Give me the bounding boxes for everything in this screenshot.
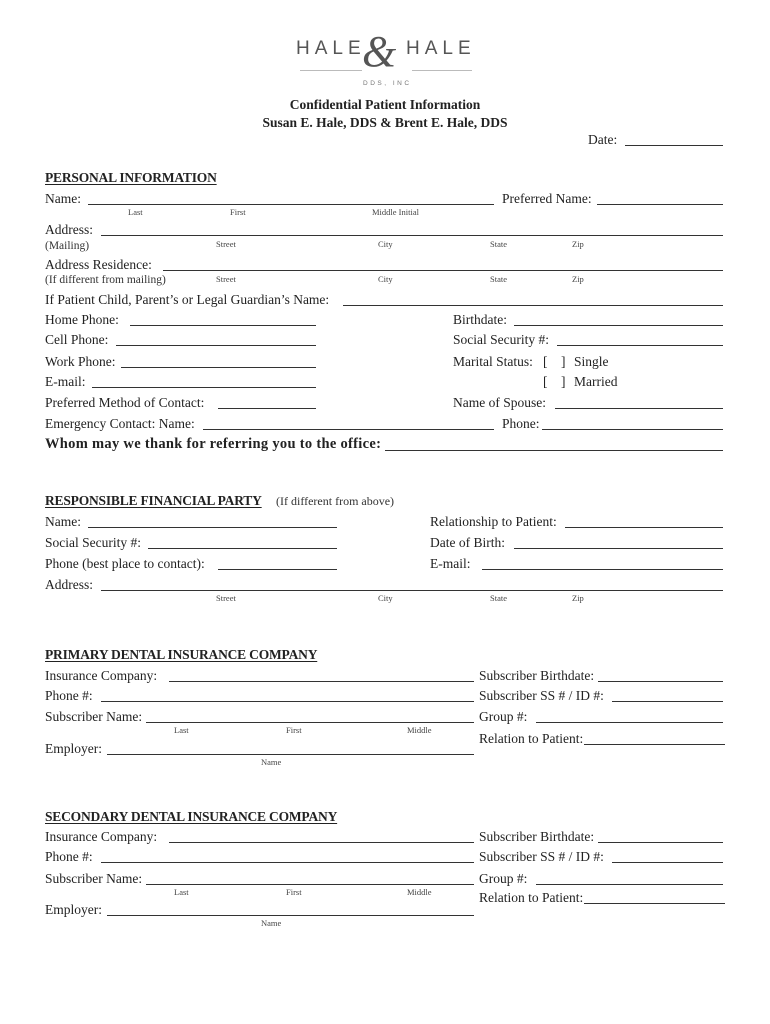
sec-relation-label: Relation to Patient:: [479, 890, 584, 905]
address-sub-street: Street: [216, 239, 236, 249]
name-sub-middle-initial: Middle Initial: [372, 207, 419, 217]
residence-sub-city: City: [378, 274, 393, 284]
address-sub-city: City: [378, 239, 393, 249]
pri-company-field[interactable]: [169, 681, 474, 682]
logo-rule-left: [300, 70, 362, 71]
sec-sub-name-field[interactable]: [146, 884, 474, 885]
fin-ssn-label: Social Security #:: [45, 535, 141, 550]
residence-note: (If different from mailing): [45, 274, 166, 286]
guardian-field[interactable]: [343, 305, 723, 306]
financial-heading: RESPONSIBLE FINANCIAL PARTY: [45, 493, 262, 508]
sec-sub-first: First: [286, 887, 302, 897]
work-phone-label: Work Phone:: [45, 354, 116, 369]
preferred-name-field[interactable]: [597, 204, 723, 205]
fin-ssn-field[interactable]: [148, 548, 337, 549]
married-option-label: Married: [574, 374, 618, 389]
single-option-label: Single: [574, 354, 609, 369]
emergency-phone-label: Phone:: [502, 416, 540, 431]
pri-sub-name-label: Subscriber Name:: [45, 709, 143, 724]
name-label: Name:: [45, 191, 81, 206]
sec-sub-birthdate-label: Subscriber Birthdate:: [479, 829, 595, 844]
pri-sub-name-field[interactable]: [146, 722, 474, 723]
sec-sub-ssn-label: Subscriber SS # / ID #:: [479, 849, 604, 864]
sec-sub-name-label: Subscriber Name:: [45, 871, 143, 886]
sec-group-label: Group #:: [479, 871, 528, 886]
sec-employer-label: Employer:: [45, 902, 102, 917]
fin-relationship-field[interactable]: [565, 527, 723, 528]
sec-phone-label: Phone #:: [45, 849, 93, 864]
marital-label: Marital Status:: [453, 354, 533, 369]
sec-sub-last: Last: [174, 887, 189, 897]
contact-method-field[interactable]: [218, 408, 316, 409]
fin-address-field[interactable]: [101, 590, 723, 591]
sec-group-field[interactable]: [536, 884, 723, 885]
pri-sub-birthdate-label: Subscriber Birthdate:: [479, 668, 595, 683]
emergency-label: Emergency Contact: Name:: [45, 416, 195, 431]
sec-employer-field[interactable]: [107, 915, 474, 916]
fin-relationship-label: Relationship to Patient:: [430, 514, 557, 529]
work-phone-field[interactable]: [121, 367, 316, 368]
logo-ampersand: &: [362, 27, 397, 76]
preferred-name-label: Preferred Name:: [502, 191, 592, 206]
birthdate-label: Birthdate:: [453, 312, 507, 327]
home-phone-label: Home Phone:: [45, 312, 119, 327]
name-sub-first: First: [230, 207, 246, 217]
pri-sub-first: First: [286, 725, 302, 735]
address-sub-zip: Zip: [572, 239, 584, 249]
secondary-heading: SECONDARY DENTAL INSURANCE COMPANY: [45, 809, 338, 824]
married-checkbox[interactable]: [ ]: [543, 374, 566, 389]
date-field[interactable]: [625, 145, 723, 146]
residence-sub-zip: Zip: [572, 274, 584, 284]
email-field[interactable]: [92, 387, 316, 388]
spouse-label: Name of Spouse:: [453, 395, 546, 410]
pri-sub-birthdate-field[interactable]: [598, 681, 723, 682]
fin-address-label: Address:: [45, 577, 93, 592]
sec-company-field[interactable]: [169, 842, 474, 843]
emergency-name-field[interactable]: [203, 429, 494, 430]
referral-field[interactable]: [385, 450, 723, 451]
page-title: Confidential Patient Information: [289, 97, 481, 112]
cell-phone-field[interactable]: [116, 345, 316, 346]
pri-employer-field[interactable]: [107, 754, 474, 755]
pri-relation-field[interactable]: [584, 744, 725, 745]
pri-sub-ssn-field[interactable]: [612, 701, 723, 702]
residence-label: Address Residence:: [45, 257, 152, 272]
fin-email-field[interactable]: [482, 569, 723, 570]
address-label: Address:: [45, 222, 93, 237]
residence-sub-street: Street: [216, 274, 236, 284]
pri-phone-field[interactable]: [101, 701, 474, 702]
home-phone-field[interactable]: [130, 325, 316, 326]
pri-sub-middle: Middle: [407, 725, 432, 735]
fin-phone-label: Phone (best place to contact):: [45, 556, 205, 571]
fin-address-sub-street: Street: [216, 593, 236, 603]
email-label: E-mail:: [45, 374, 86, 389]
mailing-note: (Mailing): [45, 240, 90, 252]
sec-employer-sub-name: Name: [261, 918, 282, 928]
sec-phone-field[interactable]: [101, 862, 474, 863]
sec-company-label: Insurance Company:: [45, 829, 158, 844]
logo-word-right: HALE: [406, 38, 476, 59]
pri-phone-label: Phone #:: [45, 688, 93, 703]
address-field[interactable]: [101, 235, 723, 236]
cell-phone-label: Cell Phone:: [45, 332, 109, 347]
sec-relation-field[interactable]: [584, 903, 725, 904]
pri-sub-ssn-label: Subscriber SS # / ID #:: [479, 688, 604, 703]
pri-relation-label: Relation to Patient:: [479, 731, 584, 746]
fin-address-sub-city: City: [378, 593, 393, 603]
sec-sub-ssn-field[interactable]: [612, 862, 723, 863]
residence-sub-state: State: [490, 274, 507, 284]
sec-sub-middle: Middle: [407, 887, 432, 897]
birthdate-field[interactable]: [514, 325, 723, 326]
residence-field[interactable]: [163, 270, 723, 271]
ssn-label: Social Security #:: [453, 332, 549, 347]
logo-subtitle: DDS, INC: [363, 80, 412, 87]
fin-email-label: E-mail:: [430, 556, 471, 571]
guardian-label: If Patient Child, Parent’s or Legal Guardian’s Name:: [45, 292, 330, 307]
fin-phone-field[interactable]: [218, 569, 337, 570]
personal-heading: PERSONAL INFORMATION: [45, 170, 217, 185]
address-sub-state: State: [490, 239, 507, 249]
date-label: Date:: [588, 132, 618, 147]
emergency-phone-field[interactable]: [542, 429, 723, 430]
fin-name-field[interactable]: [88, 527, 337, 528]
pri-group-field[interactable]: [536, 722, 723, 723]
name-sub-last: Last: [128, 207, 143, 217]
pri-employer-sub-name: Name: [261, 757, 282, 767]
name-field[interactable]: [88, 204, 494, 205]
logo-rule-right: [412, 70, 472, 71]
fin-dob-field[interactable]: [514, 548, 723, 549]
spouse-field[interactable]: [555, 408, 723, 409]
fin-address-sub-state: State: [490, 593, 507, 603]
single-checkbox[interactable]: [ ]: [543, 354, 566, 369]
contact-method-label: Preferred Method of Contact:: [45, 395, 205, 410]
sec-sub-birthdate-field[interactable]: [598, 842, 723, 843]
fin-address-sub-zip: Zip: [572, 593, 584, 603]
logo-word-left: HALE: [296, 38, 366, 59]
ssn-field[interactable]: [557, 345, 723, 346]
pri-sub-last: Last: [174, 725, 189, 735]
doctors-line: Susan E. Hale, DDS & Brent E. Hale, DDS: [262, 115, 508, 130]
financial-heading-note: (If different from above): [276, 494, 395, 508]
pri-employer-label: Employer:: [45, 741, 102, 756]
referral-label: Whom may we thank for referring you to the office:: [45, 436, 382, 452]
fin-dob-label: Date of Birth:: [430, 535, 505, 550]
fin-name-label: Name:: [45, 514, 81, 529]
primary-heading: PRIMARY DENTAL INSURANCE COMPANY: [45, 647, 318, 662]
pri-company-label: Insurance Company:: [45, 668, 158, 683]
pri-group-label: Group #:: [479, 709, 528, 724]
